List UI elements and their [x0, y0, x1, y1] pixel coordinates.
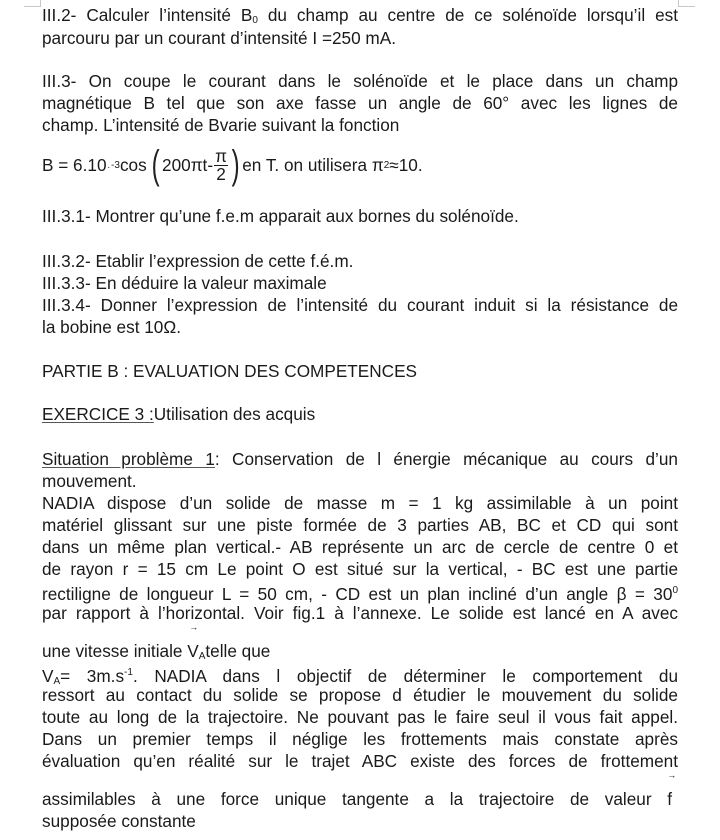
question-3-2-line2: parcouru par un courant d’intensité I =250 mA. — [42, 28, 396, 48]
field-formula: B = 6.10 . -3 cos ( 200πt- $\frac{\pi}{2}$ ) en T. on utilisera π 2 ≈10. — [42, 143, 423, 187]
situation-line2: mouvement. — [42, 471, 137, 491]
situation-paragraph-line: de rayon r = 15 cm Le point O est situé sur la vertical, - BC est une partie — [42, 559, 678, 579]
vector-arrow-icon: → — [667, 770, 677, 780]
initial-velocity-line: une vitesse initiale → $V_Atelle$ que — [42, 622, 271, 662]
velocity-value-line: $V_A= 3m.s^{-1}$. NADIA dans l objectif de déterminer le comportement du — [42, 666, 679, 687]
vector-arrow-icon: → — [189, 622, 199, 632]
situation-paragraph-line: rectiligne de longueur L = 50 cm, - CD est un plan incliné d’un angle $\beta = 30^0$ — [42, 584, 678, 604]
situation-paragraph-line: toute au long de la trajectoire. Ne pouvant pas le faire seul il vous fait appel. — [42, 707, 678, 727]
question-3-3-3: III.3.3- En déduire la valeur maximale — [42, 273, 327, 293]
question-3-2-line1: III.2- Calculer l’intensité $B_0$ du champ au centre de ce solénoïde lorsqu’il est — [42, 5, 679, 26]
situation-paragraph-line: ressort au contact du solide se propose d étudier le mouvement du solide — [42, 685, 678, 705]
question-3-3-4-line1: III.3.4- Donner l’expression de l’intensité du courant induit si la résistance de — [42, 295, 678, 315]
question-3-3-line1: III.3- On coupe le courant dans le solénoïde et le place dans un champ — [42, 71, 678, 91]
situation-paragraph-line: par rapport à l’horizontal. Voir fig.1 à l’annexe. Le solide est lancé en A avec — [42, 603, 678, 623]
situation-paragraph-line: évaluation qu’en réalité sur le trajet ABC existe des forces de frottement — [42, 751, 678, 771]
velocity-vector: → V — [187, 622, 199, 661]
question-3-3-line2: magnétique B tel que son axe fasse un angle de 60° avec les lignes de — [42, 93, 678, 113]
exercise-3-heading: EXERCICE 3 :Utilisation des acquis — [42, 404, 316, 424]
question-3-3-line3: champ. L’intensité de Bvarie suivant la fonction — [42, 115, 400, 135]
question-3-3-2: III.3.2- Etablir l’expression de cette f.é.m. — [42, 251, 354, 271]
situation-paragraph-line: matériel glissant sur une piste formée de 3 parties AB, BC et CD qui sont — [42, 515, 678, 535]
page-corner-mark — [678, 0, 695, 7]
friction-force-line: assimilables à une force unique tangente a la trajectoire de valeur → f — [42, 770, 677, 809]
section-heading-partie-b: PARTIE B : EVALUATION DES COMPETENCES — [42, 361, 418, 381]
page-corner-mark — [24, 0, 41, 7]
friction-vector: → f — [667, 770, 677, 809]
situation-last-line: supposée constante — [42, 811, 196, 831]
situation-line1: Situation problème 1: Conservation de l énergie mécanique au cours d’un — [42, 449, 678, 469]
situation-paragraph-line: Dans un premier temps il néglige les frottements mais constate après — [42, 729, 678, 749]
situation-paragraph-line: NADIA dispose d’un solide de masse m = 1 kg assimilable à un point — [42, 493, 678, 513]
question-3-3-4-line2: la bobine est 10Ω. — [42, 317, 181, 337]
question-3-3-1: III.3.1- Montrer qu’une f.e.m apparait aux bornes du solénoïde. — [42, 206, 519, 226]
pi-over-2-fraction: $\frac{\pi}{2}$ — [215, 145, 227, 184]
situation-paragraph-line: dans un même plan vertical.- AB représente un arc de cercle de centre 0 et — [42, 537, 678, 557]
